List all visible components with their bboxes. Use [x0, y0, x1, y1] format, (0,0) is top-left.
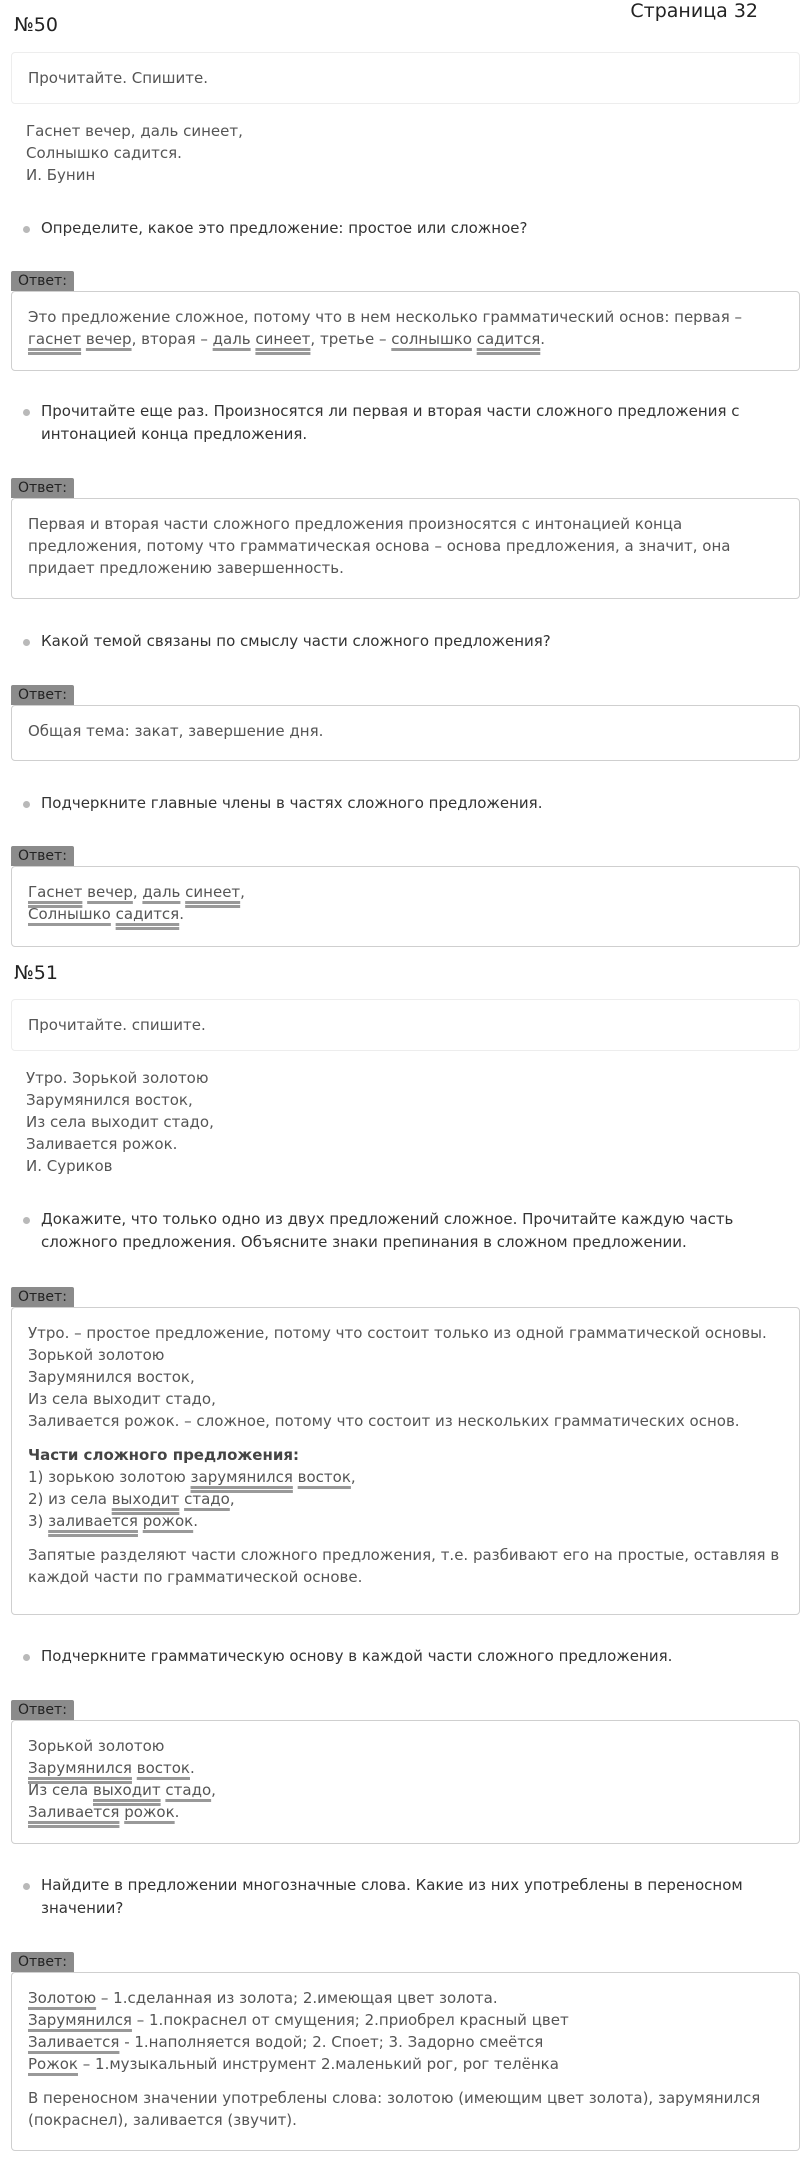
subject: солнышко: [391, 330, 472, 348]
task50-question-1: [20, 217, 801, 240]
task50-answer-1: Это предложение сложное, потому что в нем несколько грамматический основ: первая – гаснет вечер, вторая – даль синеет, третье – солнышко садится.: [11, 291, 800, 371]
predicate: выходит: [93, 1781, 161, 1799]
task50-answer-4: [11, 866, 800, 947]
predicate: синеет: [185, 883, 241, 901]
poem-line: Утро. Зорькой золотою: [26, 1069, 209, 1087]
predicate: зарумянился: [190, 1468, 293, 1486]
predicate: Зарумянился: [28, 1759, 132, 1777]
bullet-icon: [23, 1883, 30, 1890]
task51-answer-1: [11, 1307, 800, 1615]
subject: вечер: [87, 883, 133, 901]
definition-line: Зарумянился – 1.покраснел от смущения; 2.приобрел красный цвет: [28, 2011, 569, 2029]
answer-paragraph: Части сложного предложения: 1) зорькою золотою зарумянился восток, 2) из села выходит стадо, 3) заливается рожок.: [28, 1444, 783, 1532]
answer-line: Из села выходит стадо,: [28, 1781, 216, 1799]
poem-line: И. Суриков: [26, 1157, 113, 1175]
poem-line: Зарумянился восток,: [26, 1091, 193, 1109]
task50-poem: [26, 120, 243, 186]
task50-answer-2: Первая и вторая части сложного предложения произносятся с интонацией конца предложения, потому что грамматическая основа – основа предложения, а значит, она придает предложению завершенность.: [11, 498, 800, 599]
answer-label: Ответ:: [11, 478, 74, 498]
predicate: Гаснет: [28, 883, 83, 901]
question-text: Какой темой связаны по смыслу части сложного предложения?: [41, 632, 551, 650]
term: Заливается: [28, 2033, 120, 2051]
bullet-icon: [23, 801, 30, 808]
answer-line: Зарумянился восток.: [28, 1759, 195, 1777]
predicate: Заливается: [28, 1803, 120, 1821]
definition-line: Золотою – 1.сделанная из золота; 2.имеющая цвет золота.: [28, 1989, 498, 2007]
definition-line: Заливается - 1.наполняется водой; 2. Споет; 3. Задорно смеётся: [28, 2033, 544, 2051]
poem-line: Из села выходит стадо,: [26, 1113, 214, 1131]
answer-label: Ответ:: [11, 685, 74, 705]
predicate: выходит: [111, 1490, 180, 1508]
term: Зарумянился: [28, 2011, 132, 2029]
poem-line: Заливается рожок.: [26, 1135, 178, 1153]
task51-question-2: [20, 1645, 801, 1668]
task50-answer-3: Общая тема: закат, завершение дня.: [11, 705, 800, 761]
subject: даль: [212, 330, 251, 348]
term: Золотою: [28, 1989, 97, 2007]
bullet-icon: [23, 639, 30, 646]
answer-paragraph: Запятые разделяют части сложного предложения, т.е. разбивают его на простые, оставляя в каждой части по грамматической основе.: [28, 1546, 780, 1586]
term: Рожок: [28, 2055, 78, 2073]
task51-instruction: Прочитайте. спишите.: [11, 999, 800, 1051]
answer-label: Ответ:: [11, 271, 74, 291]
subject: Солнышко: [28, 905, 111, 923]
poem-line: И. Бунин: [26, 166, 96, 184]
answer-paragraph: [28, 1987, 783, 2075]
question-text: Найдите в предложении многозначные слова. Какие из них употреблены в переносном значении?: [41, 1876, 743, 1917]
answer-label: Ответ:: [11, 1287, 74, 1307]
subject: рожок: [142, 1512, 194, 1530]
task51-poem: [26, 1067, 214, 1177]
question-text: Подчеркните грамматическую основу в каждой части сложного предложения.: [41, 1647, 673, 1665]
answer-line: Заливается рожок.: [28, 1803, 180, 1821]
question-text: Прочитайте еще раз. Произносятся ли первая и вторая части сложного предложения с интонацией конца предложения.: [41, 402, 740, 443]
answer-line: Гаснет вечер, даль синеет,: [28, 883, 245, 901]
poem-line: Гаснет вечер, даль синеет,: [26, 122, 243, 140]
answer-line: Солнышко садится.: [28, 905, 184, 923]
subject: стадо: [184, 1490, 230, 1508]
poem-line: Солнышко садится.: [26, 144, 182, 162]
bullet-icon: [23, 1654, 30, 1661]
subject: восток: [297, 1468, 351, 1486]
question-text: Докажите, что только одно из двух предложений сложное. Прочитайте каждую часть сложного предложения. Объясните знаки препинания в сложном предложении.: [41, 1210, 734, 1251]
definition-line: Рожок – 1.музыкальный инструмент 2.маленький рог, рог телёнка: [28, 2055, 559, 2073]
task50-instruction: Прочитайте. Спишите.: [11, 52, 800, 104]
predicate: садится: [115, 905, 180, 923]
task-number-51: №51: [14, 962, 58, 984]
answer-line: Зорькой золотою: [28, 1737, 165, 1755]
answer-paragraph: Утро. – простое предложение, потому что состоит только из одной грамматической основы. Зорькой золотою Зарумянился восток, Из села выходит стадо, Заливается рожок. – сложное, потому что состоит из нескольких грамматических основ.: [28, 1324, 767, 1430]
task-number-50: №50: [14, 14, 58, 36]
answer-label: Ответ:: [11, 1952, 74, 1972]
parts-title: Части сложного предложения:: [28, 1446, 299, 1464]
predicate: заливается: [48, 1512, 138, 1530]
answer-paragraph: В переносном значении употреблены слова: золотою (имеющим цвет золота), зарумянился (покраснел), заливается (звучит).: [28, 2089, 761, 2129]
bullet-icon: [23, 409, 30, 416]
answer-label: Ответ:: [11, 1700, 74, 1720]
task51-answer-2: [11, 1720, 800, 1844]
subject: даль: [142, 883, 181, 901]
answer-label: Ответ:: [11, 846, 74, 866]
subject: стадо: [165, 1781, 212, 1799]
subject: восток: [136, 1759, 190, 1777]
bullet-icon: [23, 226, 30, 233]
question-text: Определите, какое это предложение: простое или сложное?: [41, 219, 528, 237]
subject: вечер: [85, 330, 132, 348]
predicate: садится: [476, 330, 541, 348]
question-text: Подчеркните главные члены в частях сложного предложения.: [41, 794, 543, 812]
task50-question-3: [20, 630, 801, 653]
task51-answer-3: [11, 1972, 800, 2151]
predicate: синеет: [255, 330, 311, 348]
subject: рожок: [124, 1803, 175, 1821]
page-number: Страница 32: [630, 0, 758, 22]
task50-question-2: [20, 400, 801, 446]
task51-question-3: [20, 1874, 801, 1920]
predicate: гаснет: [28, 330, 82, 348]
bullet-icon: [23, 1217, 30, 1224]
task50-question-4: [20, 792, 801, 815]
task51-question-1: [20, 1208, 801, 1254]
